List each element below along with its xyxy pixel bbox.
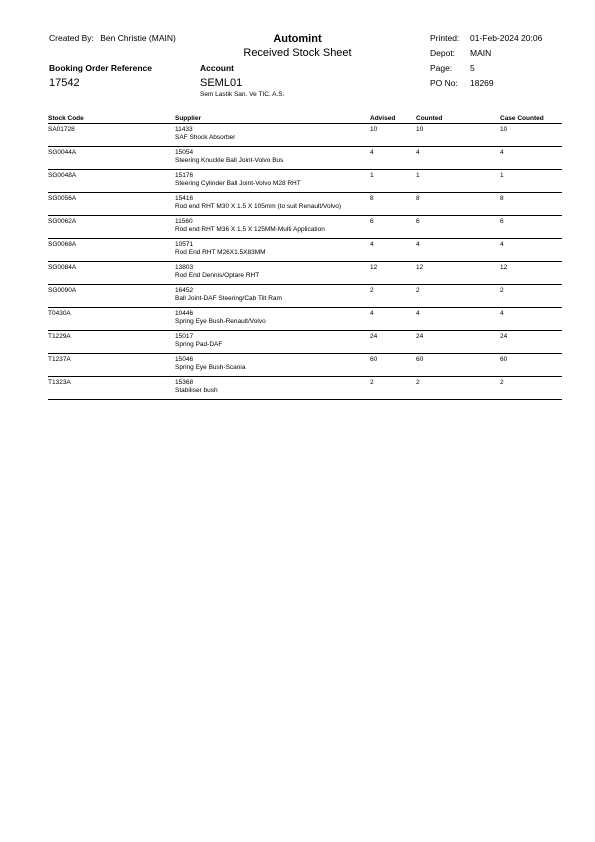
col-counted: Counted: [416, 113, 500, 124]
case-counted-qty: 6: [500, 216, 562, 239]
created-by-value: Ben Christie (MAIN): [100, 33, 176, 43]
case-counted-qty: 24: [500, 331, 562, 354]
advised-qty: 60: [370, 354, 416, 377]
supplier-code: 15046: [175, 356, 194, 363]
table-header-row: [48, 113, 562, 124]
table-row: [48, 170, 562, 193]
case-counted-qty: 1: [500, 170, 562, 193]
table-row: [48, 308, 562, 331]
page-value: 5: [470, 63, 475, 73]
item-description: Stabiliser bush: [175, 387, 218, 394]
account-label: Account: [200, 63, 234, 73]
stock-code: SG0044A: [48, 147, 175, 170]
supplier-cell: [175, 170, 370, 193]
col-advised: Advised: [370, 113, 416, 124]
advised-qty: 4: [370, 239, 416, 262]
counted-qty: 1: [416, 170, 500, 193]
counted-qty: 12: [416, 262, 500, 285]
table-row: [48, 262, 562, 285]
supplier-cell: [175, 124, 370, 147]
supplier-code: 11560: [175, 218, 193, 225]
table-row: [48, 193, 562, 216]
table-row: [48, 216, 562, 239]
advised-qty: 4: [370, 147, 416, 170]
counted-qty: 4: [416, 147, 500, 170]
supplier-cell: [175, 239, 370, 262]
table-row: [48, 147, 562, 170]
stock-code: T1323A: [48, 377, 175, 400]
supplier-cell: [175, 147, 370, 170]
stock-code: SG0090A: [48, 285, 175, 308]
advised-qty: 10: [370, 124, 416, 147]
depot-label: Depot:: [430, 48, 456, 58]
counted-qty: 60: [416, 354, 500, 377]
counted-qty: 8: [416, 193, 500, 216]
supplier-cell: [175, 331, 370, 354]
case-counted-qty: 10: [500, 124, 562, 147]
case-counted-qty: 12: [500, 262, 562, 285]
stock-code: SG0056A: [48, 193, 175, 216]
table-row: [48, 285, 562, 308]
stock-code: T1229A: [48, 331, 175, 354]
counted-qty: 2: [416, 377, 500, 400]
stock-code: SA01728: [48, 124, 175, 147]
supplier-cell: [175, 216, 370, 239]
case-counted-qty: 2: [500, 377, 562, 400]
document-subtitle: Received Stock Sheet: [243, 47, 352, 59]
stock-code: SG0062A: [48, 216, 175, 239]
supplier-cell: [175, 262, 370, 285]
item-description: Steering Cylinder Ball Joint-Volvo M28 RHT: [175, 180, 301, 187]
case-counted-qty: 8: [500, 193, 562, 216]
printed-label: Printed:: [430, 33, 460, 43]
col-supplier: Supplier: [175, 113, 370, 124]
counted-qty: 24: [416, 331, 500, 354]
counted-qty: 4: [416, 308, 500, 331]
item-description: Rod end RHT M30 X 1.5 X 105mm (to suit Renault/Volvo): [175, 203, 342, 210]
table-row: [48, 377, 562, 400]
case-counted-qty: 4: [500, 239, 562, 262]
col-stock-code: Stock Code: [48, 113, 175, 124]
po-label: PO No:: [430, 78, 458, 88]
stock-code: T0430A: [48, 308, 175, 331]
advised-qty: 2: [370, 285, 416, 308]
created-by-label: Created By:: [49, 33, 94, 43]
case-counted-qty: 4: [500, 147, 562, 170]
page-label: Page:: [430, 63, 453, 73]
advised-qty: 2: [370, 377, 416, 400]
item-description: SAF Shock Absorber: [175, 134, 236, 141]
col-case-counted: Case Counted: [500, 113, 562, 124]
supplier-code: 11433: [175, 126, 193, 133]
case-counted-qty: 60: [500, 354, 562, 377]
account-value: SEML01: [200, 77, 243, 89]
item-description: Rod end RHT M36 X 1.5 X 125MM-Multi Application: [175, 226, 325, 233]
advised-qty: 6: [370, 216, 416, 239]
case-counted-qty: 4: [500, 308, 562, 331]
table-body: [48, 124, 562, 400]
advised-qty: 12: [370, 262, 416, 285]
advised-qty: 4: [370, 308, 416, 331]
counted-qty: 2: [416, 285, 500, 308]
case-counted-qty: 2: [500, 285, 562, 308]
item-description: Spring Pad-DAF: [175, 341, 223, 348]
stock-code: SG0048A: [48, 170, 175, 193]
supplier-code: 13803: [175, 264, 194, 271]
item-description: Spring Eye Bush-Renault/Volvo: [175, 318, 266, 325]
advised-qty: 8: [370, 193, 416, 216]
depot-value: MAIN: [470, 48, 492, 58]
supplier-code: 15054: [175, 149, 194, 156]
table-row: [48, 239, 562, 262]
item-description: Steering Knuckle Ball Joint-Volvo Bus: [175, 157, 284, 164]
stock-code: SG0068A: [48, 239, 175, 262]
account-name: Sem Lastik San. Ve TIC. A.S.: [200, 91, 285, 98]
stock-code: T1237A: [48, 354, 175, 377]
counted-qty: 10: [416, 124, 500, 147]
stock-table: [48, 113, 562, 400]
supplier-code: 15017: [175, 333, 194, 340]
item-description: Rod End RHT M26X1.5X83MM: [175, 249, 266, 256]
counted-qty: 4: [416, 239, 500, 262]
supplier-cell: [175, 354, 370, 377]
supplier-code: 16452: [175, 287, 194, 294]
counted-qty: 6: [416, 216, 500, 239]
advised-qty: 24: [370, 331, 416, 354]
table-row: [48, 124, 562, 147]
printed-value: 01-Feb-2024 20:06: [470, 33, 543, 43]
supplier-cell: [175, 193, 370, 216]
advised-qty: 1: [370, 170, 416, 193]
supplier-code: 10446: [175, 310, 194, 317]
document-title: Automint: [273, 33, 322, 45]
item-description: Ball Joint-DAF Steering/Cab Tilt Ram: [175, 295, 282, 302]
supplier-code: 15416: [175, 195, 194, 202]
supplier-code: 10571: [175, 241, 194, 248]
booking-order-value: 17542: [49, 77, 80, 89]
table-row: [48, 354, 562, 377]
po-value: 18269: [470, 78, 494, 88]
supplier-cell: [175, 377, 370, 400]
supplier-code: 15176: [175, 172, 194, 179]
supplier-code: 15368: [175, 379, 194, 386]
supplier-cell: [175, 308, 370, 331]
table-row: [48, 331, 562, 354]
booking-order-label: Booking Order Reference: [49, 63, 152, 73]
item-description: Rod End Dennis/Optare RHT: [175, 272, 260, 279]
item-description: Spring Eye Bush-Scania: [175, 364, 246, 371]
stock-code: SG0084A: [48, 262, 175, 285]
supplier-cell: [175, 285, 370, 308]
